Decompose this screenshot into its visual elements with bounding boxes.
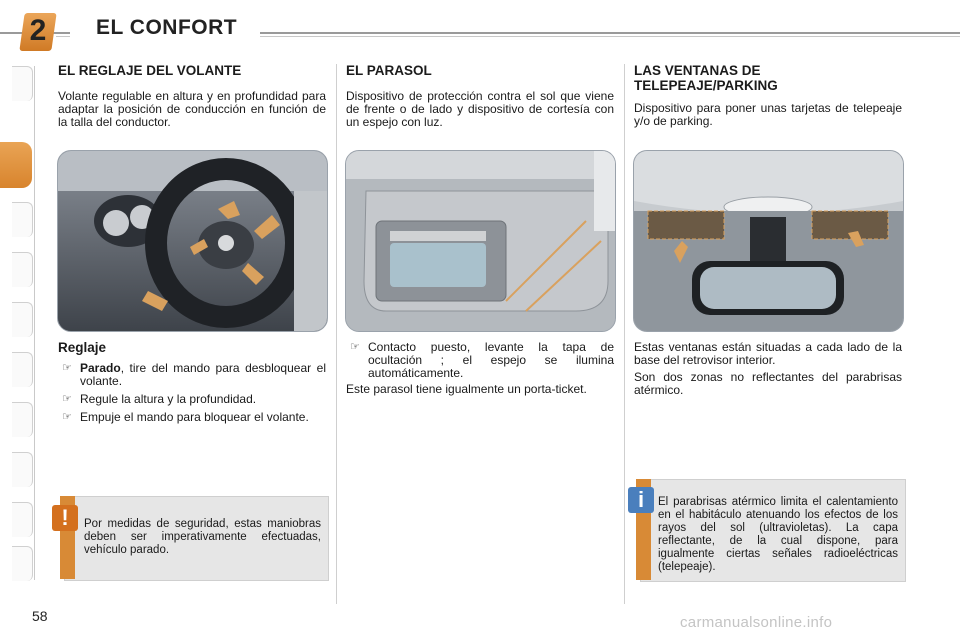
side-tab[interactable]	[12, 452, 33, 487]
list-item	[346, 341, 614, 380]
side-tab-active[interactable]	[0, 142, 32, 188]
bullet-bold-text: Parado	[80, 361, 121, 375]
bullet-text: Regule la altura y la profundidad.	[80, 392, 257, 406]
side-tab[interactable]	[12, 402, 33, 437]
list-item	[58, 411, 326, 424]
section-heading-ventanas-2: TELEPEAJE/PARKING	[634, 78, 778, 93]
section-heading-volante: EL REGLAJE DEL VOLANTE	[58, 63, 242, 78]
reglaje-list	[58, 362, 326, 429]
pointing-hand-icon: ☞	[62, 362, 72, 374]
page-number: 58	[32, 608, 48, 624]
side-tab[interactable]	[12, 252, 33, 287]
mirror-windows-photo	[633, 150, 904, 332]
page-title: EL CONFORT	[96, 16, 238, 39]
volante-intro: Volante regulable en altura y en profundidad para adaptar la posición de conducción en función de la talla del conductor.	[58, 89, 326, 129]
bullet-text: Empuje el mando para bloquear el volante.	[80, 410, 309, 424]
pointing-hand-icon: ☞	[62, 411, 72, 423]
parasol-note: Este parasol tiene igualmente un porta-ticket.	[346, 382, 587, 396]
steering-wheel-photo	[57, 150, 328, 332]
reglaje-heading: Reglaje	[58, 340, 107, 355]
sun-visor-photo	[345, 150, 616, 332]
exclamation-icon: !	[52, 505, 78, 531]
info-icon: i	[628, 487, 654, 513]
ventanas-para1: Estas ventanas están situadas a cada lado de la base del retrovisor interior.	[634, 340, 902, 367]
info-text: El parabrisas atérmico limita el calentamiento en el habitáculo atenuando los efectos de los rayos del sol (ultravioletas). La capa reflectante, de la cual dispone, para igualmente ciertas señales radioeléctricas (telepeaje).	[658, 496, 898, 573]
parasol-intro: Dispositivo de protección contra el sol que viene de frente o de lado y dispositivo de cortesía con un espejo con luz.	[346, 89, 614, 129]
side-tab-strip	[0, 66, 35, 580]
side-tab[interactable]	[12, 352, 33, 387]
pointing-hand-icon: ☞	[62, 393, 72, 405]
section-heading-parasol: EL PARASOL	[346, 63, 432, 78]
watermark: carmanualsonline.info	[680, 614, 833, 631]
side-tab[interactable]	[12, 302, 33, 337]
side-tab[interactable]	[12, 202, 33, 237]
side-tab[interactable]	[12, 66, 33, 101]
list-item	[58, 393, 326, 406]
sun-visor-illustration	[346, 151, 615, 331]
side-tab[interactable]	[12, 502, 33, 537]
mirror-illustration	[634, 151, 903, 331]
column-divider	[336, 64, 337, 604]
warning-text: Por medidas de seguridad, estas maniobras deben ser imperativamente efectuadas, vehículo parado.	[84, 518, 321, 556]
parasol-list	[346, 341, 614, 385]
bullet-text: Contacto puesto, levante la tapa de ocultación ; el espejo se ilumina automáticamente.	[368, 340, 614, 380]
ventanas-para2: Son dos zonas no reflectantes del parabrisas atérmico.	[634, 370, 902, 397]
pointing-hand-icon: ☞	[350, 341, 360, 353]
side-tab[interactable]	[12, 546, 33, 581]
section-heading-ventanas-1: LAS VENTANAS DE	[634, 63, 761, 78]
ventanas-intro: Dispositivo para poner unas tarjetas de telepeaje y/o de parking.	[634, 101, 902, 128]
bullet-text: , tire del mando para desbloquear el volante.	[80, 361, 326, 388]
chapter-number: 2	[29, 14, 47, 47]
list-item	[58, 362, 326, 388]
steering-wheel-illustration	[58, 151, 327, 331]
column-divider	[624, 64, 625, 604]
